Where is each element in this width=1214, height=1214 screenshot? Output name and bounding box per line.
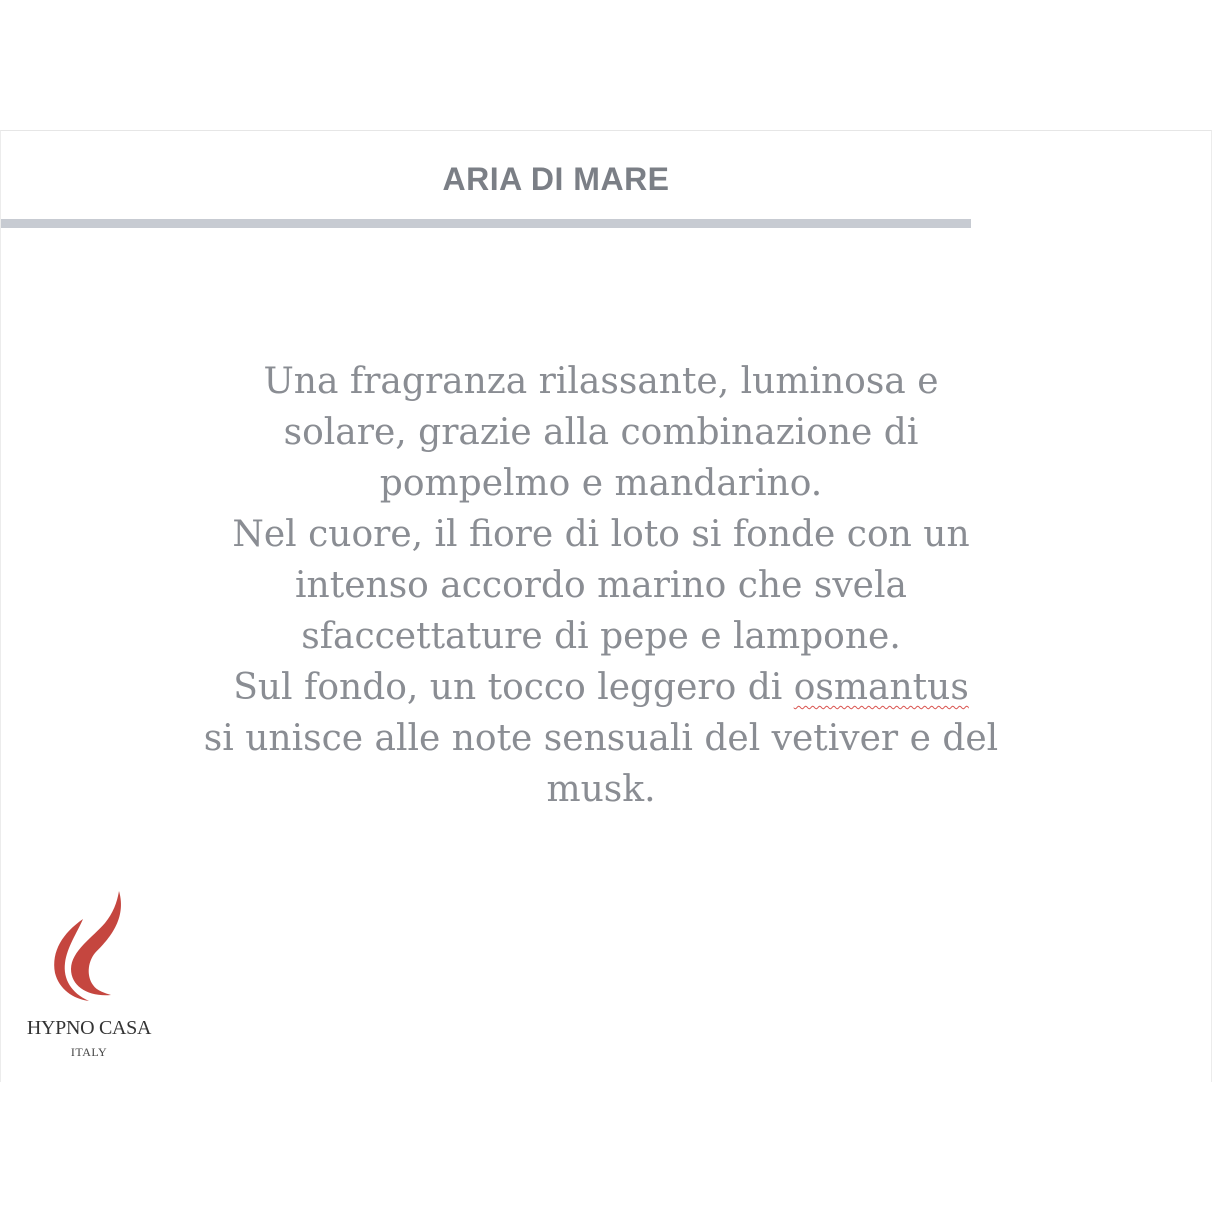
description-line: Nel cuore, il fiore di loto si fonde con un bbox=[232, 514, 970, 555]
brand-subtitle: ITALY bbox=[70, 1045, 108, 1059]
flame-logo-icon bbox=[49, 889, 129, 1014]
product-card bbox=[0, 130, 1212, 1082]
title-divider bbox=[1, 219, 971, 228]
brand-name: HYPNO CASA bbox=[26, 1017, 152, 1039]
description-line: musk. bbox=[546, 769, 656, 810]
description-line: si unisce alle note sensuali del vetiver e del bbox=[203, 718, 999, 759]
description-line-text: Sul fondo, un tocco leggero di bbox=[233, 667, 794, 708]
description-line: sfaccettature di pepe e lampone. bbox=[301, 616, 901, 657]
description-line: solare, grazie alla combinazione di bbox=[283, 412, 919, 453]
description-line bbox=[101, 662, 1101, 713]
brand-logo bbox=[19, 889, 159, 1069]
product-description bbox=[101, 356, 1101, 815]
description-line: intenso accordo marino che svela bbox=[295, 565, 907, 606]
product-title: ARIA DI MARE bbox=[442, 161, 670, 197]
description-line: Una fragranza rilassante, luminosa e bbox=[263, 361, 939, 402]
spellcheck-word: osmantus bbox=[793, 667, 969, 708]
description-line: pompelmo e mandarino. bbox=[379, 463, 823, 504]
